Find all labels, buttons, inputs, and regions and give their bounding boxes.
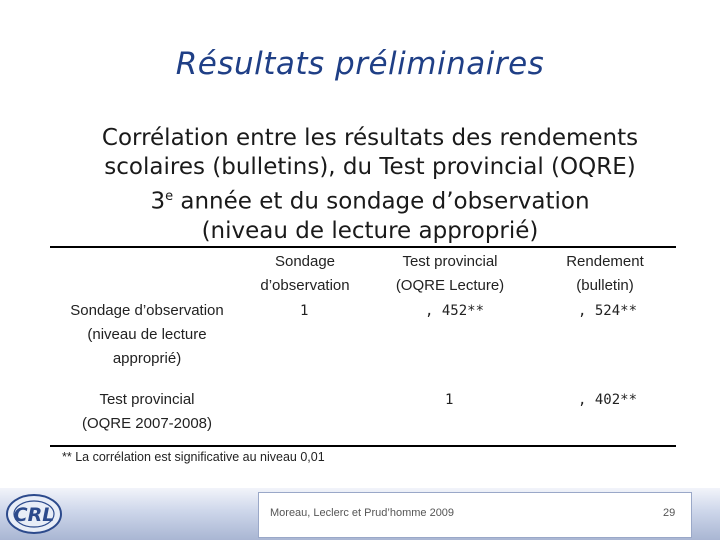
subtitle-line-3: [40, 182, 700, 217]
row-label-sondage: [55, 299, 239, 371]
cell-r1-c3: , 524**: [578, 303, 638, 319]
column-header-line: d’observation: [260, 277, 350, 294]
column-header-line: Test provincial: [402, 253, 498, 270]
column-header-rendement: [545, 250, 665, 298]
row-label-line: (niveau de lecture: [87, 326, 207, 343]
column-header-line: (bulletin): [576, 277, 634, 294]
row-label-test-provincial: [55, 388, 239, 436]
page-number: 29: [663, 507, 676, 519]
subtitle-line-1: Corrélation entre les résultats des rendements: [101, 125, 639, 151]
column-header-line: (OQRE Lecture): [395, 277, 505, 294]
row-label-line: Sondage d’observation: [70, 302, 224, 319]
column-header-sondage: [255, 250, 355, 298]
slide-title: Résultats préliminaires: [175, 46, 545, 82]
row-label-line: approprié): [112, 350, 182, 367]
column-header-line: Rendement: [566, 253, 644, 270]
footer-credit: Moreau, Leclerc et Prud’homme 2009: [270, 507, 455, 519]
subtitle-grade-suffix: e: [165, 189, 174, 204]
crl-logo-icon: [4, 490, 66, 536]
significance-footnote: ** La corrélation est significative au niveau 0,01: [62, 450, 325, 464]
cell-r2-c2: 1: [445, 392, 454, 408]
subtitle-line-3-rest: année et du sondage d’observation: [173, 188, 590, 215]
cell-r1-c1: 1: [300, 303, 309, 319]
column-header-test-provincial: [385, 250, 515, 298]
column-header-line: Sondage: [274, 253, 336, 270]
table-top-rule: [50, 246, 676, 248]
logo-text: CRL: [13, 504, 55, 526]
slide-subtitle: [40, 124, 700, 246]
row-label-line: Test provincial: [99, 391, 195, 408]
cell-r1-c2: , 452**: [425, 303, 485, 319]
subtitle-line-4: (niveau de lecture approprié): [201, 217, 539, 244]
row-label-line: (OQRE 2007-2008): [81, 415, 213, 432]
table-bottom-rule: [50, 445, 676, 447]
subtitle-grade: 3: [150, 188, 166, 215]
subtitle-line-2: scolaires (bulletins), du Test provincial (OQRE): [104, 154, 636, 180]
cell-r2-c3: , 402**: [578, 392, 638, 408]
